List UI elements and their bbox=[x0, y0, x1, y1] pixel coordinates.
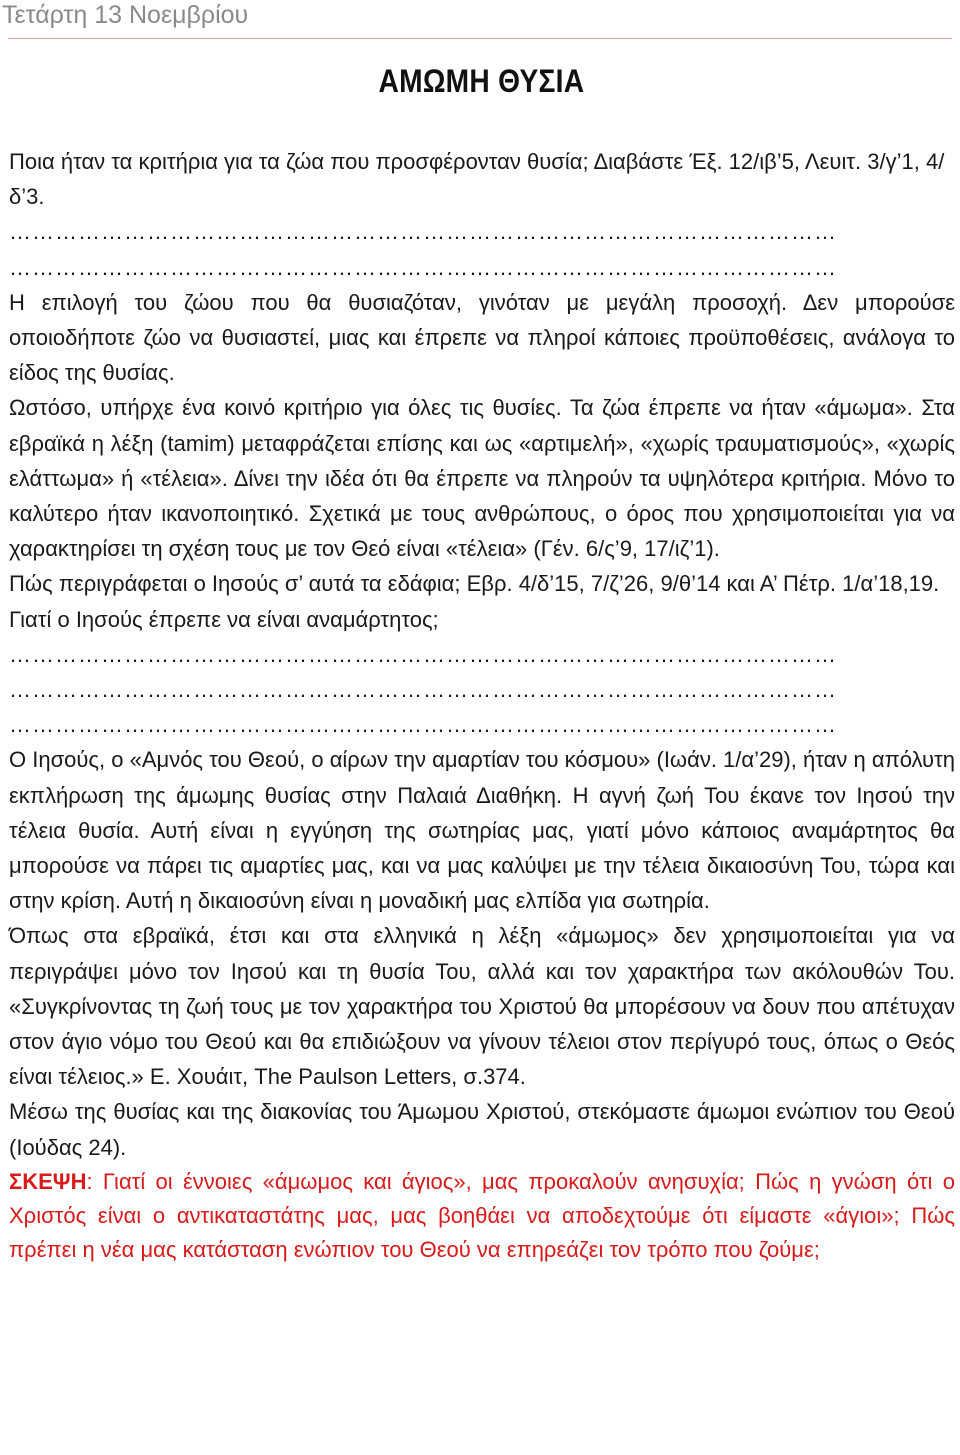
paragraph-selection-of-animal: Η επιλογή του ζώου που θα θυσιαζόταν, γινόταν με μεγάλη προσοχή. Δεν μπορούσε οποιοδήποτε ζώο να θυσιαστεί, μιας και έπρεπε να πληροί κάποιες προϋποθέσεις, ανάλογα το είδος της θυσίας. bbox=[9, 289, 955, 386]
study-question-2: Πώς περιγράφεται ο Ιησούς σ’ αυτά τα εδάφια; Εβρ. 4/δ’15, 7/ζ’26, 9/θ’14 και Α’ Πέτρ. 1/α’18,19. Γιατί ο Ιησούς έπρεπε να είναι αναμάρτητος; bbox=[9, 571, 940, 632]
reflection-box bbox=[9, 1165, 955, 1267]
document-body bbox=[9, 144, 955, 1267]
paragraph-common-criterion: Ωστόσο, υπήρχε ένα κοινό κριτήριο για όλες τις θυσίες. Τα ζώα έπρεπε να ήταν «άμωμα». Στα εβραϊκά η λέξη (tamim) μεταφράζεται επίσης και ως «αρτιμελή», «χωρίς τραυματισμούς», «χωρίς ελάττωμα» ή «τέλεια». Δίνει την ιδέα ότι θα έπρεπε να πληρούν τα υψηλότερα κριτήρια. Μόνο το καλύτερο ήταν ικανοποιητικό. Σχετικά με τους ανθρώπους, ο όρος που χρησιμοποιείται για να χαρακτηρίσει τη σχέση τους με τον Θεό είναι «τέλεια» (Γέν. 6/ς’9, 17/ιζ’1). bbox=[9, 395, 955, 562]
paragraph-followers-character: Όπως στα εβραϊκά, έτσι και στα ελληνικά η λέξη «άμωμος» δεν χρησιμοποιείται για να περιγράψει μόνο τον Ιησού και τη θυσία Του, αλλά και τον χαρακτήρα των ακόλουθών Του. «Συγκρίνοντας τη ζωή τους με τον χαρακτήρα του Χριστού θα μπορέσουν να δουν που απέτυχαν στον άγιο νόμο του Θεού και θα επιδιώξουν να γίνουν τέλειοι στον περίγυρό τους, όπως ο Θεός είναι τέλειος.» Ε. Χουάιτ, The Paulson Letters, σ.374. bbox=[9, 923, 955, 1090]
answer-line-5[interactable]: ……………………………………………………………………………………………… bbox=[9, 712, 837, 738]
header-divider bbox=[8, 38, 952, 39]
answer-line-4[interactable]: ……………………………………………………………………………………………… bbox=[9, 677, 837, 703]
page-title: ΑΜΩΜΗ ΘΥΣΙΑ bbox=[378, 63, 585, 99]
reflection-text: : Γιατί οι έννοιες «άμωμος και άγιος», μας προκαλούν ανησυχία; Πώς η γνώση ότι ο Χριστός είναι ο αντικαταστάτης μας, μας βοηθάει να αποδεχτούμε ότι είμαστε «άγιοι»; Πώς πρέπει η νέα μας κατάσταση ενώπιον του Θεού να επηρεάζει τον τρόπο που ζούμε; bbox=[9, 1168, 955, 1262]
paragraph-blameless-before-god: Μέσω της θυσίας και της διακονίας του Άμωμου Χριστού, στεκόμαστε άμωμοι ενώπιον του Θεού (Ιούδας 24). bbox=[9, 1099, 955, 1160]
study-question-1: Ποια ήταν τα κριτήρια για τα ζώα που προσφέρονταν θυσία; Διαβάστε Έξ. 12/ιβ’5, Λευιτ. 3/γ’1, 4/δ’3. bbox=[9, 149, 945, 210]
paragraph-lamb-of-god: Ο Ιησούς, ο «Αμνός του Θεού, ο αίρων την αμαρτίαν του κόσμου» (Ιωάν. 1/α’29), ήταν η απόλυτη εκπλήρωση της άμωμης θυσίας στην Παλαιά Διαθήκη. Η αγνή ζωή Του έκανε τον Ιησού την τέλεια θυσία. Αυτή είναι η εγγύηση της σωτηρίας μας, γιατί μόνο κάποιος αναμάρτητος θα μπορούσε να πάρει τις αμαρτίες μας, και να μας καλύψει με την τέλεια δικαιοσύνη Του, τώρα και στην κρίση. Αυτή η δικαιοσύνη είναι η μοναδική μας ελπίδα για σωτηρία. bbox=[9, 747, 955, 914]
answer-line-2[interactable]: ……………………………………………………………………………………………… bbox=[9, 254, 837, 280]
reflection-label: ΣΚΕΨΗ bbox=[9, 1168, 87, 1194]
page-date: Τετάρτη 13 Νοεμβρίου bbox=[2, 1, 249, 29]
answer-line-3[interactable]: ……………………………………………………………………………………………… bbox=[9, 641, 837, 667]
answer-line-1[interactable]: ……………………………………………………………………………………………… bbox=[9, 219, 837, 245]
